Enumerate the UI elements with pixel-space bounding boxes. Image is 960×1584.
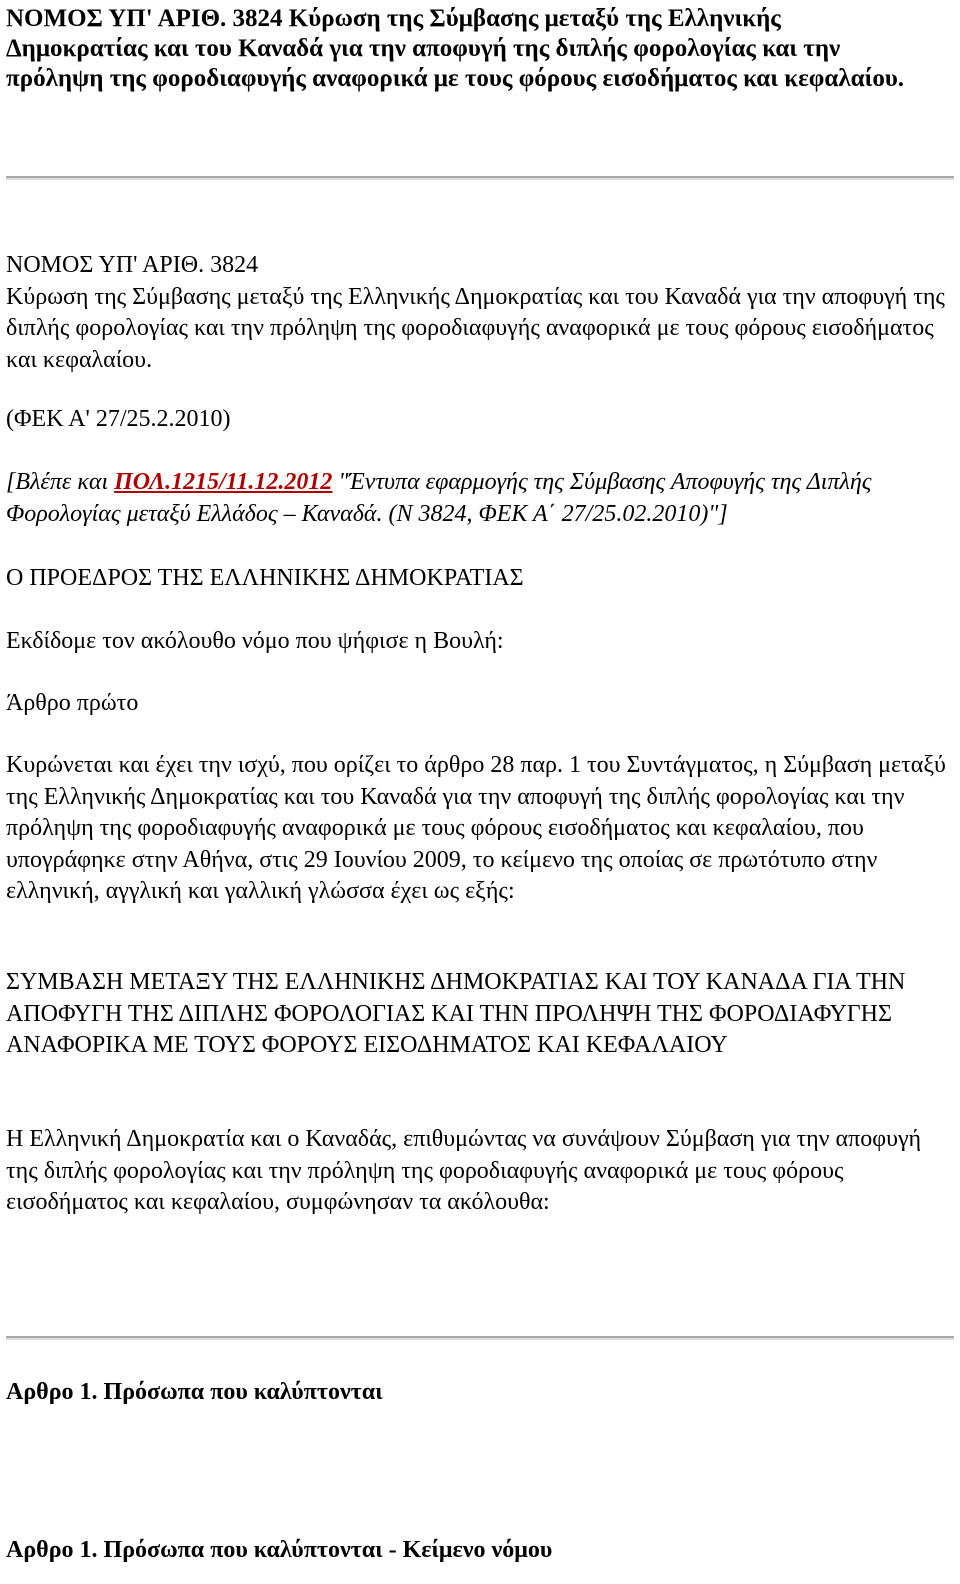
horizontal-divider (6, 1336, 954, 1340)
preamble-paragraph: Η Ελληνική Δημοκρατία και ο Καναδάς, επιθυμώντας να συνάψουν Σύμβαση για την αποφυγή της διπλής φορολογίας και την πρόληψη της φοροδιαφυγής αναφορικά με τους φόρους εισοδήματος και κεφαλαίου, συμφώνησαν τα ακόλουθα: (6, 1126, 922, 1215)
law-heading-block (6, 250, 946, 376)
fek-reference: (ΦΕΚ Α' 27/25.2.2010) (6, 406, 231, 432)
horizontal-divider (6, 176, 954, 180)
pol-link[interactable]: ΠΟΛ.1215/11.12.2012 (114, 469, 333, 495)
president-heading: Ο ΠΡΟΕΔΡΟΣ ΤΗΣ ΕΛΛΗΝΙΚΗΣ ΔΗΜΟΚΡΑΤΙΑΣ (6, 565, 524, 591)
law-subject: Κύρωση της Σύμβασης μεταξύ της Ελληνικής Δημοκρατίας και του Καναδά για την αποφυγή της διπλής φορολογίας και την πρόληψη της φοροδιαφυγής αναφορικά με τους φόρους εισοδήματος και κεφαλαίου. (6, 283, 945, 373)
article-1-text-heading: Αρθρο 1. Πρόσωπα που καλύπτονται - Κείμενο νόμου (6, 1537, 553, 1563)
see-also-note (6, 467, 946, 530)
article-first-heading: Άρθρο πρώτο (6, 690, 139, 716)
see-also-suffix: "Έντυπα εφαρμογής της Σύμβασης Αποφυγής της Διπλής Φορολογίας μεταξύ Ελλάδος – Καναδά. (Ν 3824, ΦΕΚ Α΄ 27/25.02.2010)"] (6, 469, 872, 527)
page-title: ΝΟΜΟΣ ΥΠ' ΑΡΙΘ. 3824 Κύρωση της Σύμβασης μεταξύ της Ελληνικής Δημοκρατίας και του Καναδά για την αποφυγή της διπλής φορολογίας και την πρόληψη της φοροδιαφυγής αναφορικά με τους φόρους εισοδήματος και κεφαλαίου. (6, 5, 905, 92)
issue-statement: Εκδίδομε τον ακόλουθο νόμο που ψήφισε η Βουλή: (6, 628, 504, 654)
convention-title: ΣΥΜΒΑΣΗ ΜΕΤΑΞΥ ΤΗΣ ΕΛΛΗΝΙΚΗΣ ΔΗΜΟΚΡΑΤΙΑΣ ΚΑΙ ΤΟΥ ΚΑΝΑΔΑ ΓΙΑ ΤΗΝ ΑΠΟΦΥΓΗ ΤΗΣ ΔΙΠΛΗΣ ΦΟΡΟΛΟΓΙΑΣ ΚΑΙ ΤΗΝ ΠΡΟΛΗΨΗ ΤΗΣ ΦΟΡΟΔΙΑΦΥΓΗΣ ΑΝΑΦΟΡΙΚΑ ΜΕ ΤΟΥΣ ΦΟΡΟΥΣ ΕΙΣΟΔΗΜΑΤΟΣ ΚΑΙ ΚΕΦΑΛΑΙΟΥ (6, 969, 906, 1058)
see-also-prefix: [Βλέπε και (6, 469, 115, 495)
ratification-paragraph: Κυρώνεται και έχει την ισχύ, που ορίζει το άρθρο 28 παρ. 1 του Συντάγματος, η Σύμβαση μεταξύ της Ελληνικής Δημοκρατίας και του Καναδά για την αποφυγή της διπλής φορολογίας και την πρόληψη της φοροδιαφυγής αναφορικά με τους φόρους εισοδήματος και κεφαλαίου, που υπογράφηκε στην Αθήνα, στις 29 Ιουνίου 2009, το κείμενο της οποίας σε πρωτότυπο στην ελληνική, αγγλική και γαλλική γλώσσα έχει ως εξής: (6, 752, 946, 904)
article-1-heading: Αρθρο 1. Πρόσωπα που καλύπτονται (6, 1379, 383, 1405)
law-number: ΝΟΜΟΣ ΥΠ' ΑΡΙΘ. 3824 (6, 252, 259, 278)
